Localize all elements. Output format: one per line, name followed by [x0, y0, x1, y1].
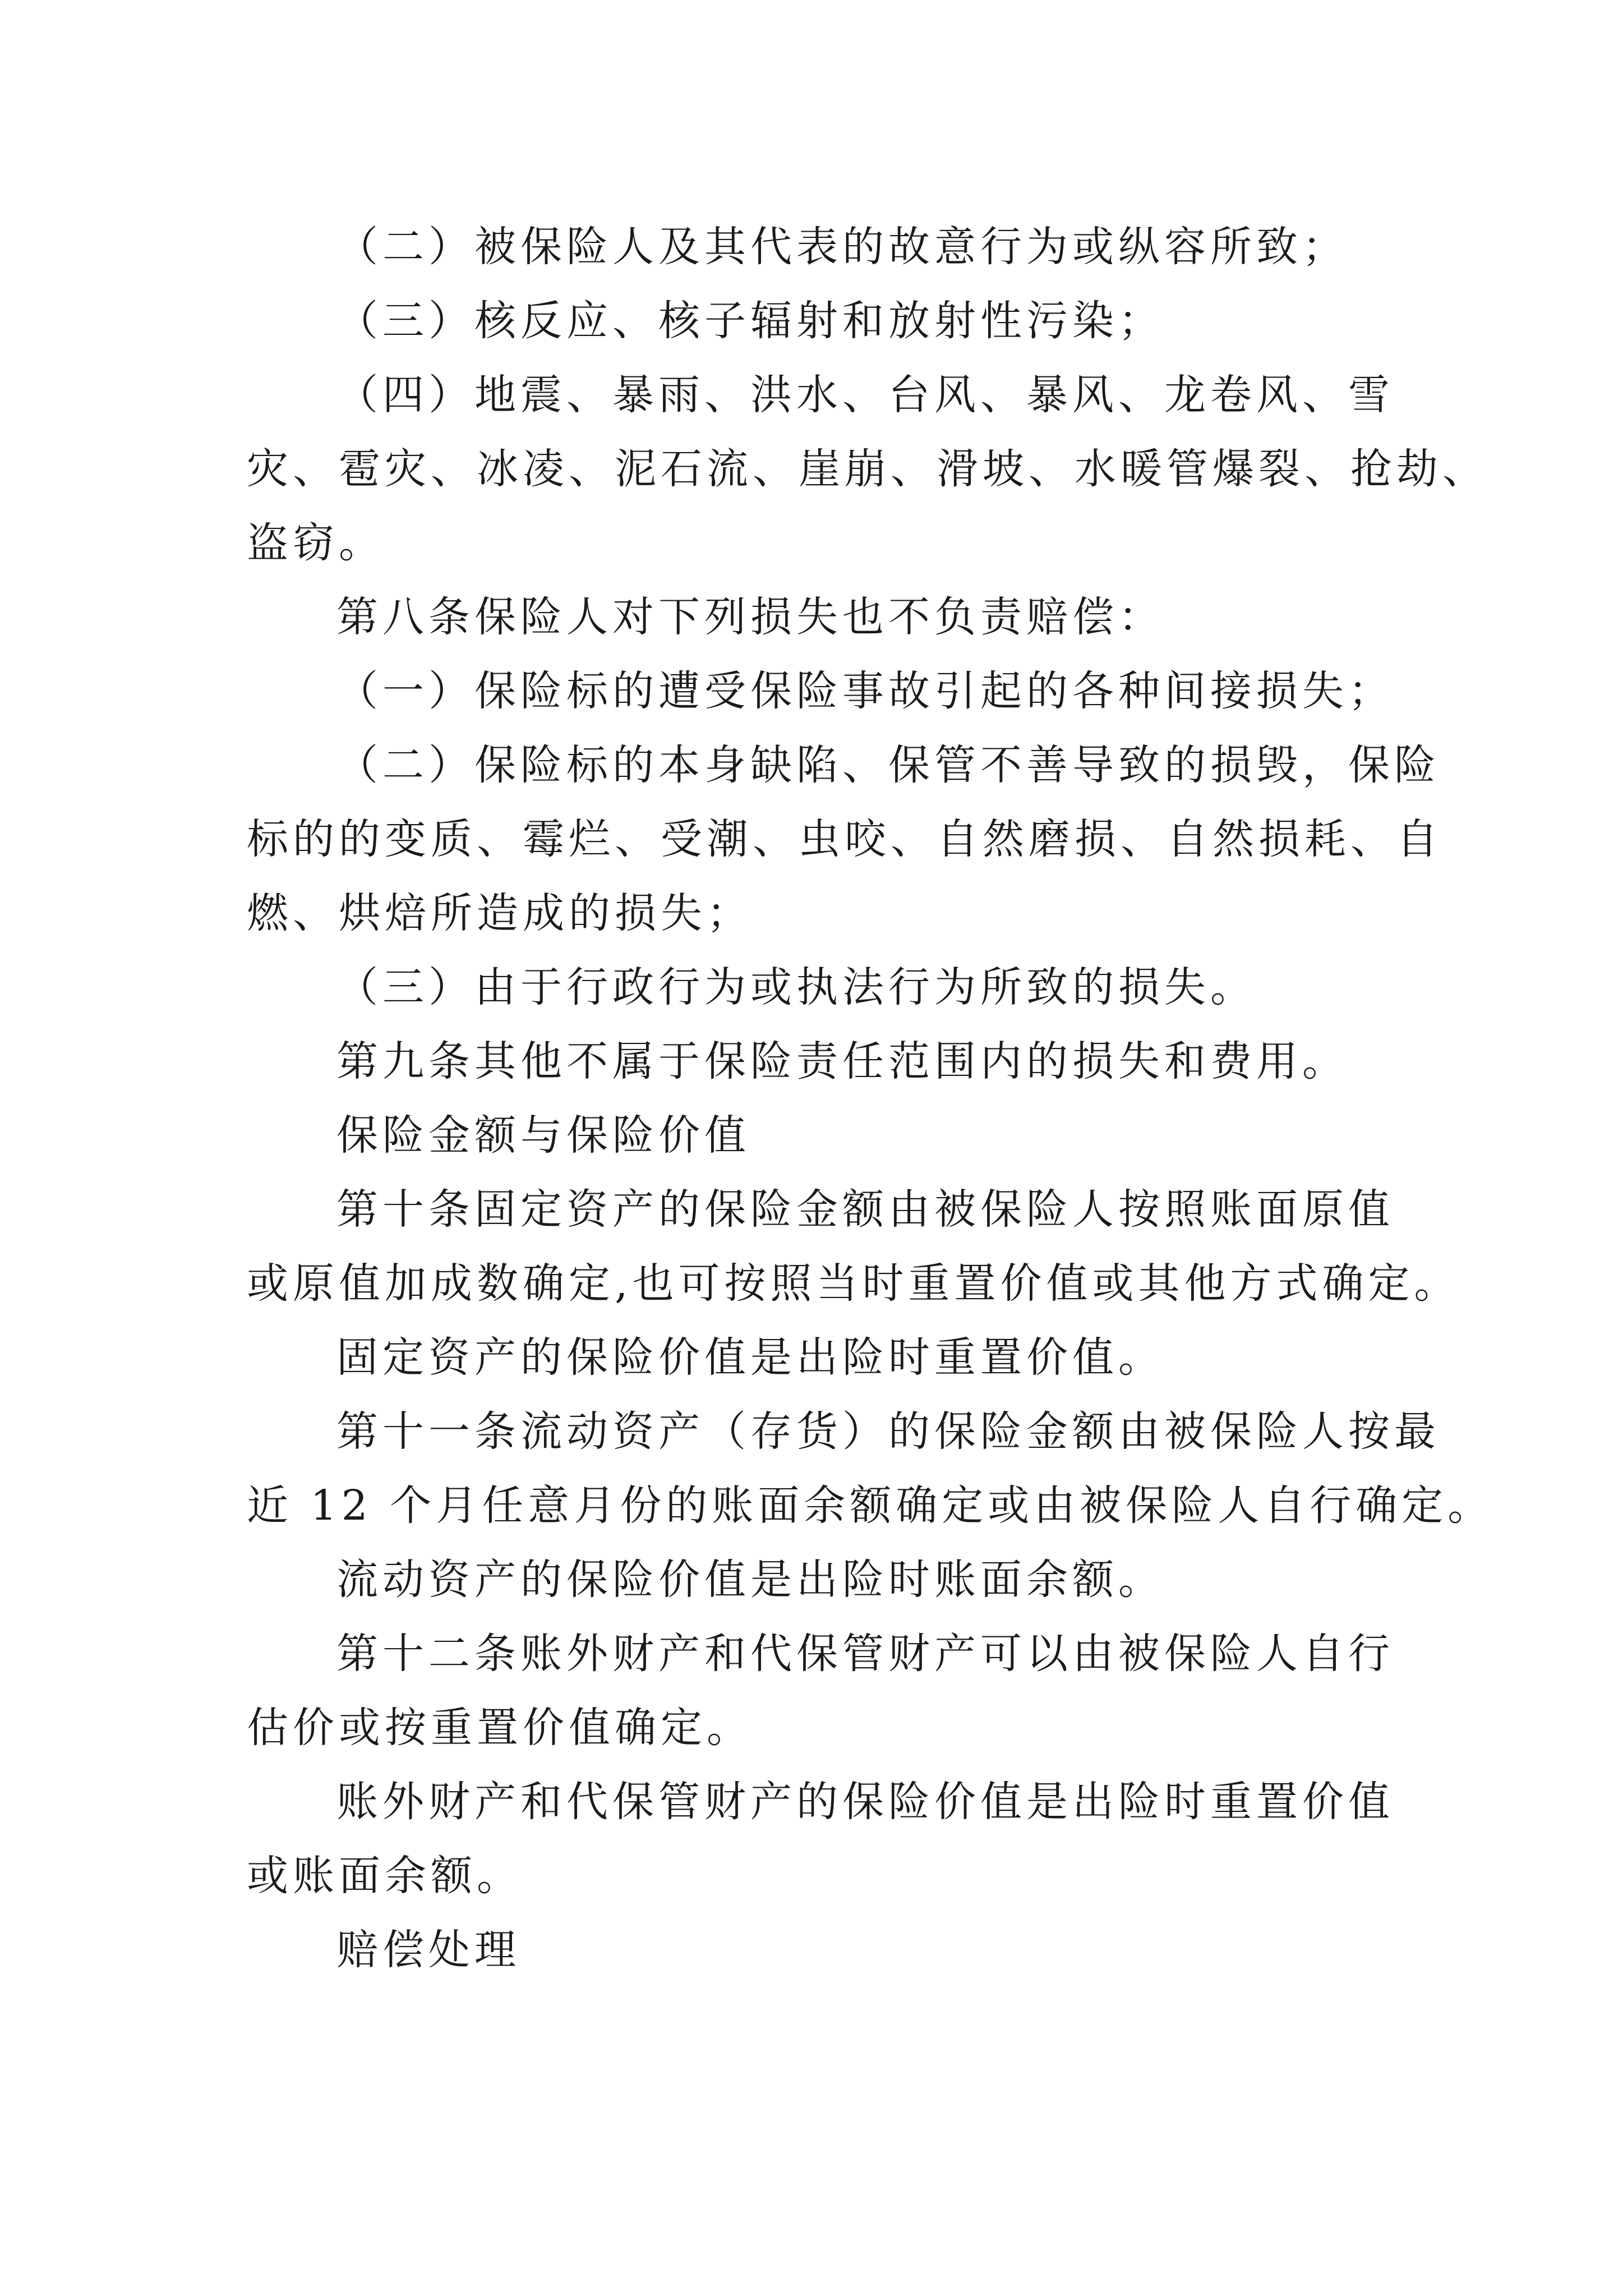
paragraph-line: 燃、烘焙所造成的损失；	[247, 889, 753, 937]
paragraph-line: 或原值加成数确定,也可按照当时重置价值或其他方式确定。	[247, 1259, 1460, 1308]
paragraph-line: 灾、雹灾、冰凌、泥石流、崖崩、滑坡、水暖管爆裂、抢劫、	[247, 445, 1488, 493]
article-heading: 第九条其他不属于保险责任范围内的损失和费用。	[336, 1037, 1348, 1085]
paragraph-line: 标的的变质、霉烂、受潮、虫咬、自然磨损、自然损耗、自	[247, 815, 1442, 863]
paragraph-line: 账外财产和代保管财产的保险价值是出险时重置价值	[336, 1778, 1394, 1826]
article-heading: 第十二条账外财产和代保管财产可以由被保险人自行	[336, 1630, 1394, 1678]
article-heading: 第十一条流动资产（存货）的保险金额由被保险人按最	[336, 1407, 1440, 1456]
paragraph-line: （三）核反应、核子辐射和放射性污染；	[336, 297, 1164, 345]
article-heading: 第八条保险人对下列损失也不负责赔偿：	[336, 593, 1164, 641]
paragraph-line: 盗窃。	[247, 519, 385, 567]
paragraph-line: （二）保险标的本身缺陷、保管不善导致的损毁，保险	[336, 741, 1440, 789]
paragraph-line: 近 12 个月任意月份的账面余额确定或由被保险人自行确定。	[247, 1481, 1494, 1530]
paragraph-line: 或账面余额。	[247, 1852, 523, 1900]
paragraph-line: （四）地震、暴雨、洪水、台风、暴风、龙卷风、雪	[336, 371, 1394, 419]
paragraph-line: （一）保险标的遭受保险事故引起的各种间接损失；	[336, 667, 1394, 715]
paragraph-line: （三）由于行政行为或执法行为所致的损失。	[336, 963, 1256, 1011]
section-heading: 保险金额与保险价值	[336, 1111, 750, 1159]
paragraph-line: 估价或按重置价值确定。	[247, 1704, 753, 1752]
paragraph-line: 流动资产的保险价值是出险时账面余额。	[336, 1556, 1164, 1604]
paragraph-line: 固定资产的保险价值是出险时重置价值。	[336, 1333, 1164, 1382]
section-heading: 赔偿处理	[336, 1926, 520, 1974]
article-heading: 第十条固定资产的保险金额由被保险人按照账面原值	[336, 1185, 1394, 1234]
paragraph-line: （二）被保险人及其代表的故意行为或纵容所致；	[336, 223, 1348, 271]
